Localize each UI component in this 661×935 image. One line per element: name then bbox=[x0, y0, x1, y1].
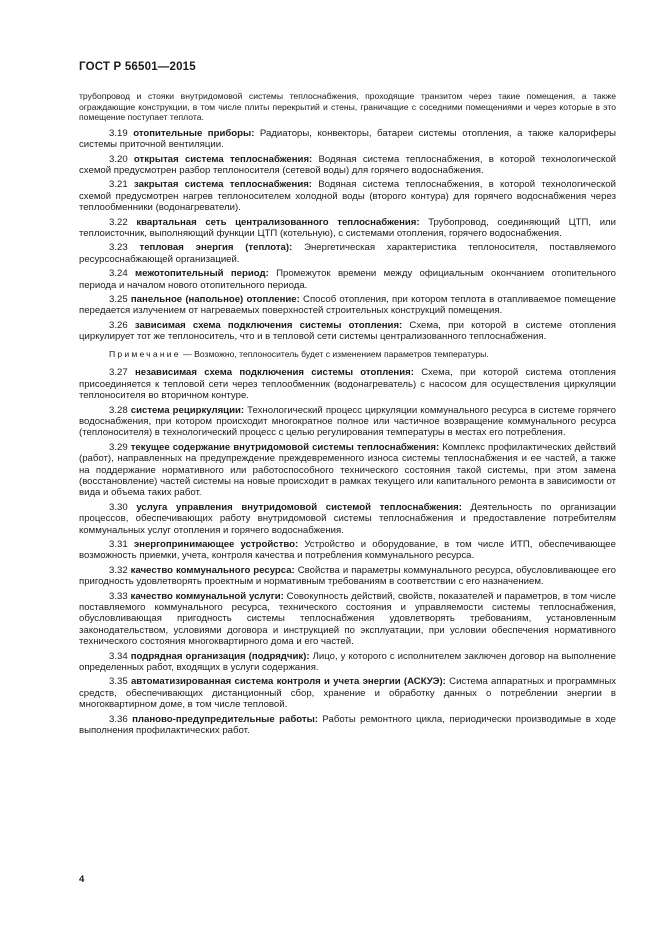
definition-item bbox=[79, 128, 616, 151]
definition-text: Водяная система теплоснабжения, в которой технологической схемой предусмотрен нагрев теплоносителем холодной воды (второго контура) для горячего водоснабжения через теплообменники (водонагреватели). bbox=[79, 179, 617, 214]
definition-term: услуга управления внутридомовой системой теплоснабжения: bbox=[136, 501, 462, 513]
definition-item bbox=[79, 405, 616, 439]
definition-text: Радиаторы, конвекторы, батареи системы отопления, а также калориферы системы приточной вентиляции. bbox=[79, 127, 616, 151]
definition-text: Технологический процесс циркуляции коммунального ресурса в системе горячего водоснабжения, при котором происходит многократное полное или частичное возвращение коммунального ресурса (теплоносителя) в технологический процесс с целью регулирования температуры в местах его потребления. bbox=[79, 404, 617, 439]
definition-item bbox=[79, 294, 616, 317]
definition-item bbox=[79, 676, 616, 710]
definition-item bbox=[79, 714, 616, 737]
definition-item bbox=[79, 442, 616, 499]
definition-term: панельное (напольное) отопление: bbox=[130, 294, 300, 306]
definition-number: 3.23 bbox=[109, 242, 128, 254]
note-paragraph bbox=[79, 349, 616, 360]
definition-text: Трубопровод, соединяющий ЦТП, или теплоисточник, выполняющий функции ЦТП (котельную), с системами отопления, горячего водоснабжения. bbox=[79, 216, 617, 240]
definition-item bbox=[79, 565, 616, 588]
definition-term: зависимая схема подключения системы отопления: bbox=[134, 319, 403, 331]
definition-item bbox=[79, 651, 616, 674]
definition-term: межотопительный период: bbox=[135, 268, 269, 280]
definition-number: 3.21 bbox=[109, 179, 128, 191]
definition-text: Совокупность действий, свойств, показателей и параметров, в том числе поставляемого коммунального ресурса, технического состояния и управляемости системы теплоснабжения, обусловливающая пригодность системы теплоснабжения удовлетворять требованиям, установленным законодательством, условиями договора и инструкцией по эксплуатации, при условии обеспечения нормативного технического состояния многоквартирного дома и его частей. bbox=[79, 590, 616, 648]
definitions-list-continued bbox=[79, 367, 616, 736]
definition-text: Схема, при которой в системе отопления циркулирует тот же теплоноситель, что и в тепловой сети системы централизованного теплоснабжения. bbox=[79, 319, 616, 343]
definition-term: независимая схема подключения системы отопления: bbox=[134, 367, 414, 379]
definitions-list bbox=[79, 128, 616, 343]
definition-term: тепловая энергия (теплота): bbox=[139, 242, 293, 254]
definition-term: планово-предупредительные работы: bbox=[132, 713, 318, 725]
definition-number: 3.30 bbox=[109, 501, 128, 513]
document-header: ГОСТ Р 56501—2015 bbox=[79, 61, 196, 73]
definition-item bbox=[79, 217, 616, 240]
definition-item bbox=[79, 367, 616, 401]
definition-term: система рециркуляции: bbox=[130, 404, 245, 416]
definition-term: подрядная организация (подрядчик): bbox=[130, 650, 310, 662]
definition-number: 3.31 bbox=[109, 538, 128, 550]
note-text: Возможно, теплоноситель будет с изменением параметров температуры. bbox=[194, 348, 489, 359]
definition-item bbox=[79, 591, 616, 648]
definition-text: Промежуток времени между официальным окончанием отопительного периода и началом нового отопительного периода. bbox=[79, 268, 617, 291]
definition-item bbox=[79, 179, 616, 213]
definition-item bbox=[79, 268, 616, 291]
definition-number: 3.24 bbox=[109, 268, 128, 280]
page-number: 4 bbox=[79, 874, 85, 885]
note-dash: — bbox=[183, 348, 192, 359]
definition-text: Устройство и оборудование, в том числе ИТП, обеспечивающее возможность приемки, учета, контроля качества и потребления коммунального ресурса. bbox=[79, 538, 616, 562]
definition-number: 3.22 bbox=[109, 216, 128, 228]
definition-number: 3.28 bbox=[109, 404, 128, 416]
intro-paragraph: трубопровод и стояки внутридомовой системы теплоснабжения, проходящие транзитом через такие помещения, а также ограждающие конструкции, в том числе плиты перекрытий и стены, граничащие с соседними помещениями и через которые в это помещение поступает теплота. bbox=[79, 91, 616, 123]
definition-text: Работы ремонтного цикла, периодически производимые в ходе выполнения профилактических работ. bbox=[79, 713, 616, 737]
definition-item bbox=[79, 242, 616, 265]
definition-term: текущее содержание внутридомовой системы теплоснабжения: bbox=[130, 441, 440, 453]
definition-number: 3.36 bbox=[109, 713, 128, 725]
definition-text: Схема, при которой система отопления присоединяется к тепловой сети через теплообменник (водонагреватель) с насосом для осуществления циркуляции теплоносителя во вторичном контуре. bbox=[79, 367, 616, 402]
definition-text: Свойства и параметры коммунального ресурса, обусловливающее его пригодность удовлетворять проектным и нормативным требованиям в соответствии с его назначением. bbox=[79, 564, 616, 588]
definition-number: 3.29 bbox=[109, 441, 128, 453]
definition-number: 3.34 bbox=[109, 650, 128, 662]
definition-term: качество коммунальной услуги: bbox=[130, 590, 284, 602]
definition-text: Водяная система теплоснабжения, в которой технологической схемой предусмотрен разбор теплоносителя (сетевой воды) для горячего водоснабжения. bbox=[79, 153, 617, 176]
definition-item bbox=[79, 154, 616, 177]
definition-number: 3.25 bbox=[109, 294, 128, 306]
note-label: Примечание bbox=[109, 348, 181, 359]
definition-number: 3.32 bbox=[109, 564, 128, 576]
definition-number: 3.26 bbox=[109, 319, 128, 331]
definition-term: энергопринимающее устройство: bbox=[133, 538, 299, 550]
definition-term: закрытая система теплоснабжения: bbox=[133, 179, 313, 191]
definition-number: 3.27 bbox=[109, 367, 128, 379]
definition-term: отопительные приборы: bbox=[133, 127, 255, 139]
definition-term: качество коммунального ресурса: bbox=[130, 564, 295, 576]
definition-item bbox=[79, 320, 616, 343]
definition-term: автоматизированная система контроля и учета энергии (АСКУЭ): bbox=[130, 676, 446, 688]
definition-number: 3.33 bbox=[109, 590, 128, 602]
definition-item bbox=[79, 502, 616, 536]
definition-item bbox=[79, 539, 616, 562]
document-body bbox=[79, 91, 616, 739]
definition-text: Деятельность по организации процессов, обеспечивающих работу внутридомовой системы теплоснабжения и предоставление потребителям коммунальных услуг отопления и горячего водоснабжения. bbox=[79, 501, 616, 536]
definition-text: Система аппаратных и программных средств, обеспечивающих дистанционный сбор, хранение и обработку данных о потреблении энергии в многоквартирном доме, в том числе тепловой. bbox=[79, 676, 617, 711]
definition-text: Комплекс профилактических действий (работ), направленных на предупреждение преждевременного износа системы теплоснабжения и ее частей, а также на поддержание нормативного или работоспособного технического состояния такой системы, при этом замена (восстановление) частей системы на новые происходит в рамках текущего или капитального ремонта в зависимости от вида и объема таких работ. bbox=[79, 441, 616, 499]
definition-term: квартальная сеть централизованного теплоснабжения: bbox=[136, 216, 420, 228]
definition-text: Лицо, у которого с исполнителем заключен договор на выполнение определенных работ, входящих в услуги содержания. bbox=[79, 650, 617, 674]
definition-term: открытая система теплоснабжения: bbox=[133, 153, 313, 165]
definition-number: 3.35 bbox=[109, 676, 128, 688]
definition-number: 3.20 bbox=[109, 153, 128, 165]
definition-text: Способ отопления, при котором теплота в отапливаемое помещение передается излучением от нагреваемых поверхностей строительных конструкций помещения. bbox=[79, 294, 616, 317]
definition-text: Энергетическая характеристика теплоносителя, поставляемого ресурсоснабжающей организацией. bbox=[79, 242, 617, 265]
definition-number: 3.19 bbox=[109, 127, 128, 139]
